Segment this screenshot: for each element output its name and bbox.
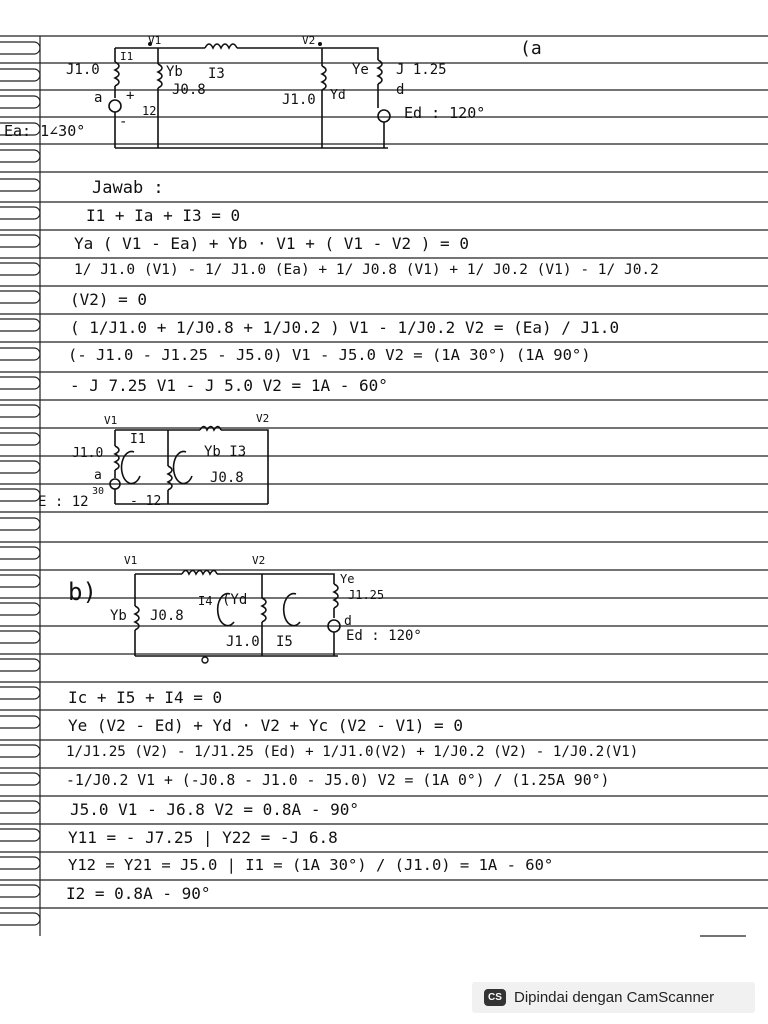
circuit-a-i3: I3 bbox=[208, 66, 225, 82]
circuit-mid-impedance: J1.0 bbox=[72, 446, 104, 461]
circuit-mid-v2-label: V2 bbox=[256, 412, 270, 425]
equation-b-6: Y11 = - J7.25 | Y22 = -J 6.8 bbox=[68, 828, 338, 847]
circuit-a-yd-impedance: J1.0 bbox=[282, 92, 316, 108]
part-a-corner-label: (a bbox=[520, 38, 542, 59]
circuit-a-v2-label: V2 bbox=[302, 34, 316, 47]
circuit-a-drawing bbox=[0, 0, 768, 160]
equation-a-5: ( 1/J1.0 + 1/J0.8 + 1/J0.2 ) V1 - 1/J0.2 V2 = (Ea) / J1.0 bbox=[70, 318, 620, 337]
equation-b-1: Ic + I5 + I4 = 0 bbox=[68, 688, 223, 707]
circuit-mid-v1-label: V1 bbox=[104, 414, 118, 427]
circuit-b-j10: J1.0 bbox=[226, 634, 260, 650]
equation-a-1: I1 + Ia + I3 = 0 bbox=[86, 206, 241, 225]
camscanner-footer-text: Dipindai dengan CamScanner bbox=[514, 989, 715, 1006]
circuit-mid-i1: I1 bbox=[130, 432, 146, 447]
camscanner-logo-icon: CS bbox=[484, 989, 506, 1006]
circuit-a-ya-label: a bbox=[94, 90, 103, 106]
answer-label: Jawab : bbox=[92, 178, 164, 198]
circuit-b-drawing bbox=[0, 560, 460, 670]
circuit-a-ye-label: Ye bbox=[352, 62, 369, 78]
circuit-b-i4: I4 bbox=[198, 594, 213, 608]
equation-a-2: Ya ( V1 - Ea) + Yb · V1 + ( V1 - V2 ) = 0 bbox=[74, 234, 469, 253]
equation-b-2: Ye (V2 - Ed) + Yd · V2 + Yc (V2 - V1) = 0 bbox=[68, 716, 463, 735]
circuit-b-ed: Ed : 120° bbox=[346, 628, 422, 644]
circuit-mid-e: E : 12 bbox=[38, 494, 89, 510]
circuit-a-yb-label: Yb bbox=[166, 64, 183, 80]
equation-a-4: (V2) = 0 bbox=[70, 290, 148, 309]
circuit-b-v2-label: V2 bbox=[252, 554, 266, 567]
equation-a-3: 1/ J1.0 (V1) - 1/ J1.0 (Ea) + 1/ J0.8 (V1) + 1/ J0.2 (V1) - 1/ J0.2 bbox=[74, 262, 659, 278]
circuit-a-plus: + bbox=[126, 88, 135, 104]
circuit-mid-j08: J0.8 bbox=[210, 470, 244, 486]
camscanner-footer bbox=[472, 982, 755, 1013]
circuit-b-v1-label: V1 bbox=[124, 554, 138, 567]
circuit-b-i5: I5 bbox=[276, 634, 293, 650]
circuit-a-d-label: d bbox=[396, 82, 405, 98]
circuit-a-j08: J0.8 bbox=[172, 82, 206, 98]
circuit-a-v1-label: V1 bbox=[148, 34, 162, 47]
part-b-label: b) bbox=[68, 578, 97, 606]
equation-b-4: -1/J0.2 V1 + (-J0.8 - J1.0 - J5.0) V2 = (1A 0°) / (1.25A 90°) bbox=[66, 772, 610, 789]
circuit-b-yd: (Yd bbox=[222, 592, 248, 608]
circuit-mid-yb-i3: Yb I3 bbox=[204, 444, 247, 460]
circuit-b-j125: J1.25 bbox=[348, 588, 385, 602]
circuit-b-yb: Yb bbox=[110, 608, 127, 624]
circuit-a-i1-label: I1 bbox=[120, 50, 134, 63]
circuit-a-ea-label: Ea: 1∠30° bbox=[4, 122, 86, 140]
circuit-b-d: d bbox=[344, 614, 352, 629]
circuit-mid-drawing bbox=[0, 400, 400, 530]
circuit-a-yd-label: Yd bbox=[330, 88, 346, 103]
equation-b-8: I2 = 0.8A - 90° bbox=[66, 884, 211, 903]
circuit-mid-a: a bbox=[94, 468, 102, 483]
circuit-a-left-impedance: J1.0 bbox=[66, 62, 100, 78]
circuit-mid-deg: 30 bbox=[92, 486, 105, 497]
circuit-mid-minus-12: - 12 bbox=[130, 494, 162, 509]
circuit-a-v12: 12 bbox=[142, 104, 157, 118]
circuit-a-minus: - bbox=[119, 114, 128, 130]
equation-b-7: Y12 = Y21 = J5.0 | I1 = (1A 30°) / (J1.0) = 1A - 60° bbox=[68, 856, 554, 874]
equation-b-5: J5.0 V1 - J6.8 V2 = 0.8A - 90° bbox=[70, 800, 359, 819]
circuit-b-j08: J0.8 bbox=[150, 608, 184, 624]
circuit-a-ed-label: Ed : 120° bbox=[404, 104, 486, 122]
circuit-b-ye: Ye bbox=[340, 572, 355, 586]
equation-a-7: - J 7.25 V1 - J 5.0 V2 = 1A - 60° bbox=[70, 376, 388, 395]
circuit-a-ye-impedance: J 1.25 bbox=[396, 62, 447, 78]
equation-b-3: 1/J1.25 (V2) - 1/J1.25 (Ed) + 1/J1.0(V2) + 1/J0.2 (V2) - 1/J0.2(V1) bbox=[66, 744, 639, 760]
equation-a-6: (- J1.0 - J1.25 - J5.0) V1 - J5.0 V2 = (1A 30°) (1A 90°) bbox=[68, 346, 591, 364]
